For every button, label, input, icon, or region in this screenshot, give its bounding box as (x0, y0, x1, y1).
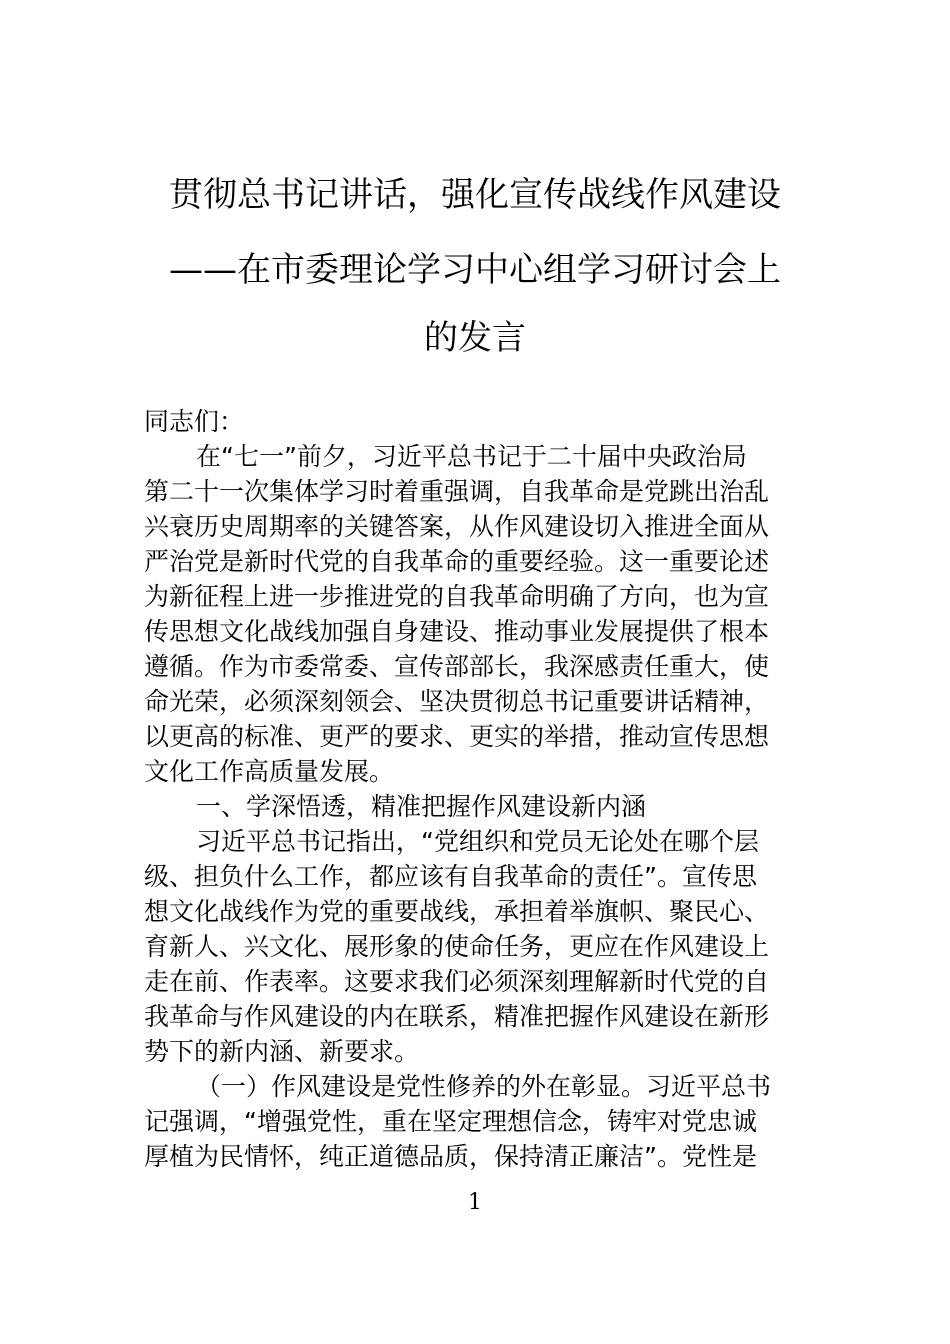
page-number: 1 (468, 1190, 482, 1215)
paragraph-line: 传思想文化战线加强自身建设、推动事业发展提供了根本 (144, 617, 770, 646)
paragraph-line: 势下的新内涵、新要求。 (144, 1037, 420, 1066)
paragraph-line: 文化工作高质量发展。 (144, 757, 395, 786)
paragraph-line: 级、担负什么工作，都应该有自我革命的责任”。宣传思 (144, 862, 757, 891)
title-line-3: 的发言 (424, 318, 526, 358)
paragraph-line: 厚植为民情怀，纯正道德品质，保持清正廉洁”。党性是 (144, 1142, 757, 1171)
paragraph-line: 习近平总书记指出，“党组织和党员无论处在哪个层 (196, 827, 759, 856)
section-heading: 一、学深悟透，精准把握作风建设新内涵 (196, 792, 647, 821)
paragraph-line: 兴衰历史周期率的关键答案，从作风建设切入推进全面从 (144, 512, 770, 541)
paragraph-line: 我革命与作风建设的内在联系，精准把握作风建设在新形 (144, 1002, 770, 1031)
paragraph-line: 第二十一次集体学习时着重强调，自我革命是党跳出治乱 (144, 477, 770, 506)
salutation: 同志们： (144, 407, 245, 436)
paragraph-line: 在“七一”前夕，习近平总书记于二十届中央政治局 (196, 442, 747, 471)
paragraph-line: 走在前、作表率。这要求我们必须深刻理解新时代党的自 (144, 967, 770, 996)
paragraph-line: 以更高的标准、更严的要求、更实的举措，推动宣传思想 (144, 722, 770, 751)
paragraph-line: 遵循。作为市委常委、宣传部部长，我深感责任重大，使 (144, 652, 770, 681)
paragraph-line: 命光荣，必须深刻领会、坚决贯彻总书记重要讲话精神， (144, 687, 770, 716)
paragraph-line: 育新人、兴文化、展形象的使命任务，更应在作风建设上 (144, 932, 770, 961)
paragraph-line: 严治党是新时代党的自我革命的重要经验。这一重要论述 (144, 547, 770, 576)
paragraph-line: 想文化战线作为党的重要战线，承担着举旗帜、聚民心、 (144, 897, 770, 926)
title-line-1: 贯彻总书记讲话，强化宣传战线作风建设 (169, 175, 781, 215)
paragraph-line: 记强调，“增强党性，重在坚定理想信念，铸牢对党忠诚 (144, 1107, 757, 1136)
title-line-2: ——在市委理论学习中心组学习研讨会上 (169, 250, 781, 290)
paragraph-line: 为新征程上进一步推进党的自我革命明确了方向，也为宣 (144, 582, 770, 611)
subsection-line: （一）作风建设是党性修养的外在彰显。习近平总书 (196, 1072, 772, 1101)
